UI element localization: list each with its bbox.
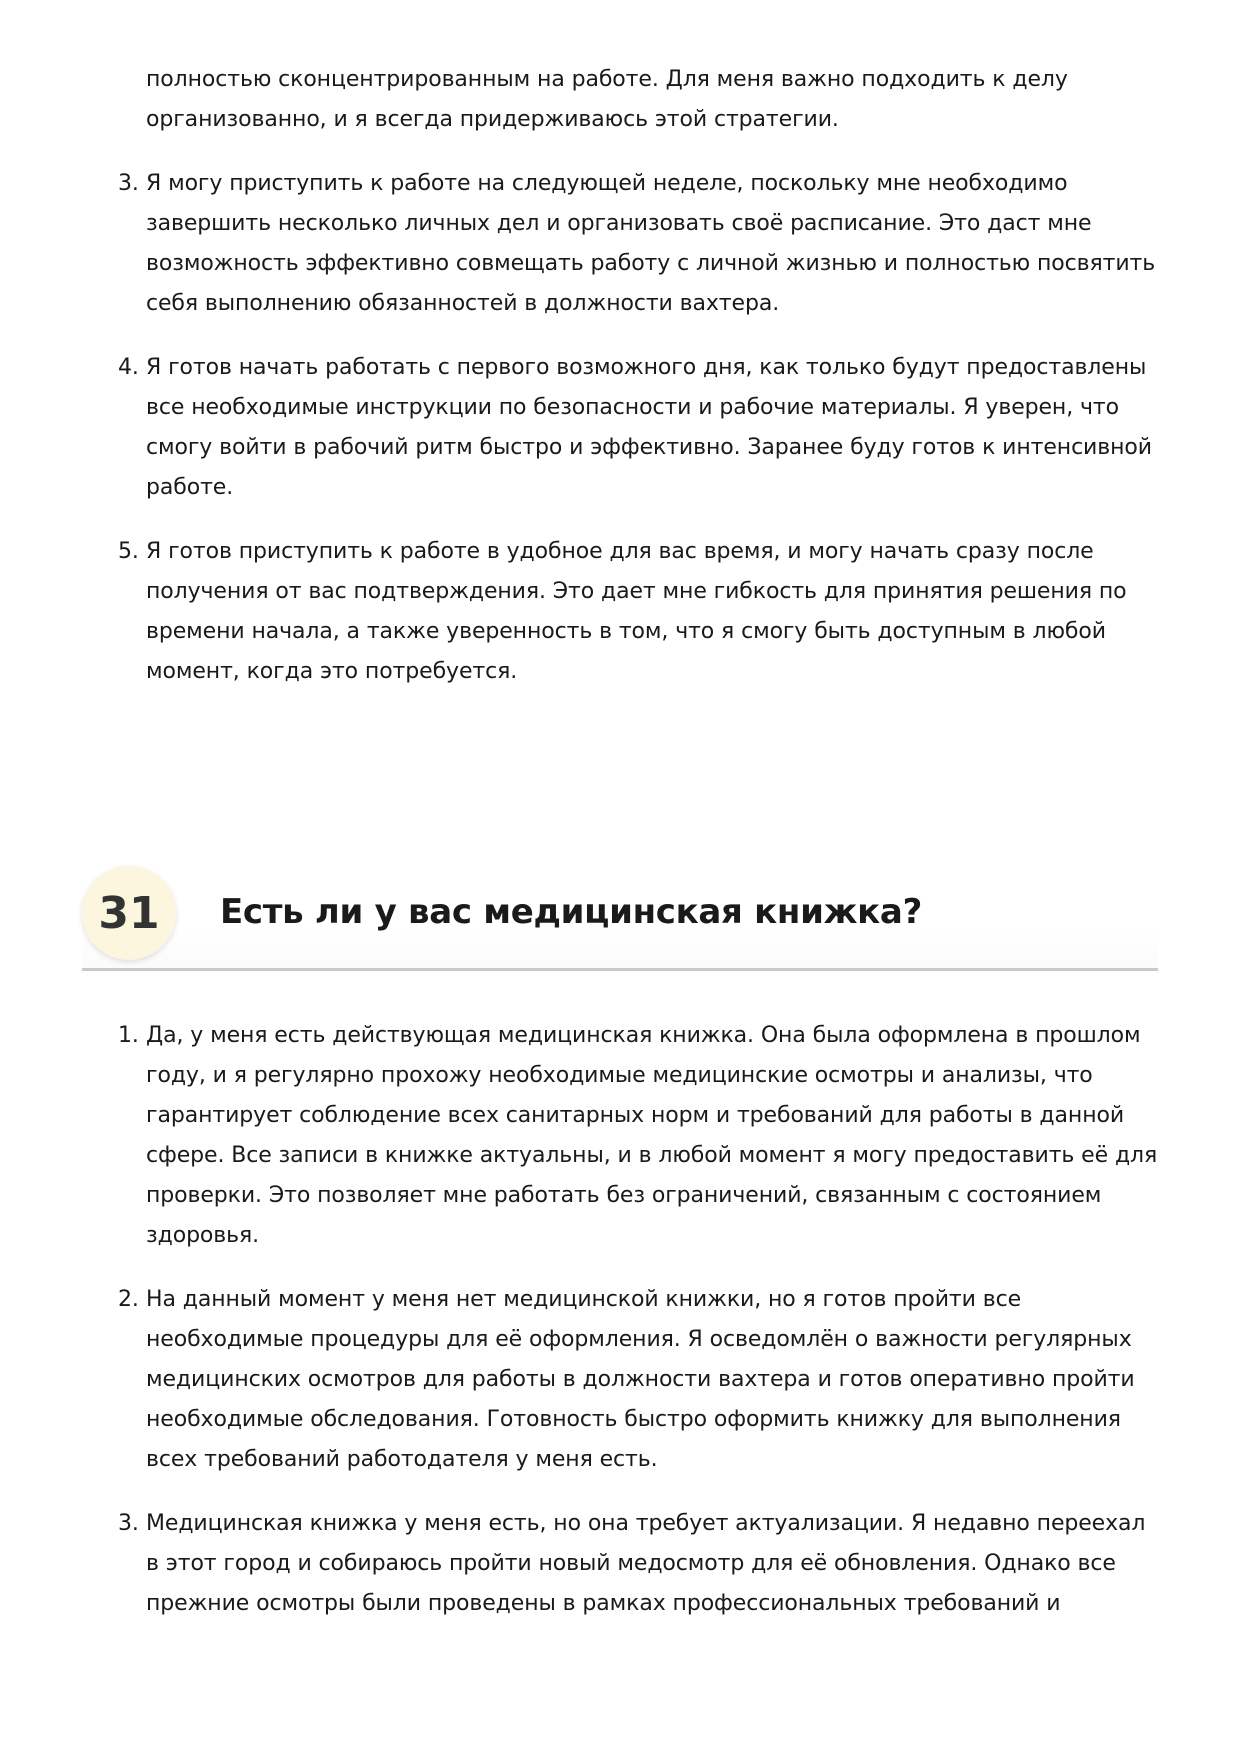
list-item-text: На данный момент у меня нет медицинской книжки, но я готов пройти все необходимые процедуры для её оформления. Я осведомлён о важности регулярных медицинских осмотров для работы в должности вахтера и готов оперативно пройти необходимые обследования. Готовность быстро оформить книжку для выполнения всех требований работодателя у меня есть. [146,1287,1135,1472]
list-item-number: 2. [118,1287,139,1312]
list-item [118,1016,1164,1256]
list-item [118,348,1164,508]
list-item-number: 1. [118,1023,139,1048]
list-item-continuation [118,60,1164,140]
list-item [118,532,1164,692]
list-item-number: 4. [118,355,139,380]
list-item-text: Я готов приступить к работе в удобное для вас время, и могу начать сразу после получения от вас подтверждения. Это дает мне гибкость для принятия решения по времени начала, а также уверенность в том, что я смогу быть доступным в любой момент, когда это потребуется. [146,539,1127,684]
list-item-text: Я готов начать работать с первого возможного дня, как только будут предоставлены все необходимые инструкции по безопасности и рабочие материалы. Я уверен, что смогу войти в рабочий ритм быстро и эффективно. Заранее буду готов к интенсивной работе. [146,355,1152,500]
question-header [82,862,1158,971]
list-item-number: 3. [118,171,139,196]
question-number-badge: 31 [82,866,176,960]
list-item-number: 5. [118,539,139,564]
list-item [118,1280,1164,1480]
list-item-text: Я могу приступить к работе на следующей неделе, поскольку мне необходимо завершить несколько личных дел и организовать своё расписание. Это даст мне возможность эффективно совмещать работу с личной жизнью и полностью посвятить себя выполнению обязанностей в должности вахтера. [146,171,1156,316]
list-item [118,1504,1164,1624]
question-title: Есть ли у вас медицинская книжка? [220,892,922,932]
list-item-number: 3. [118,1511,139,1536]
previous-answers-list [118,60,1164,716]
list-item-text: Да, у меня есть действующая медицинская книжка. Она была оформлена в прошлом году, и я регулярно прохожу необходимые медицинские осмотры и анализы, что гарантирует соблюдение всех санитарных норм и требований для работы в данной сфере. Все записи в книжке актуальны, и в любой момент я могу предоставить её для проверки. Это позволяет мне работать без ограничений, связанным с состоянием здоровья. [146,1023,1158,1248]
list-item-text: Медицинская книжка у меня есть, но она требует актуализации. Я недавно переехал в этот город и собираюсь пройти новый медосмотр для её обновления. Однако все прежние осмотры были проведены в рамках профессиональных требований и [146,1511,1146,1616]
answers-list [118,1016,1164,1648]
list-item-text: полностью сконцентрированным на работе. Для меня важно подходить к делу организованно, и я всегда придерживаюсь этой стратегии. [146,67,1068,132]
list-item [118,164,1164,324]
